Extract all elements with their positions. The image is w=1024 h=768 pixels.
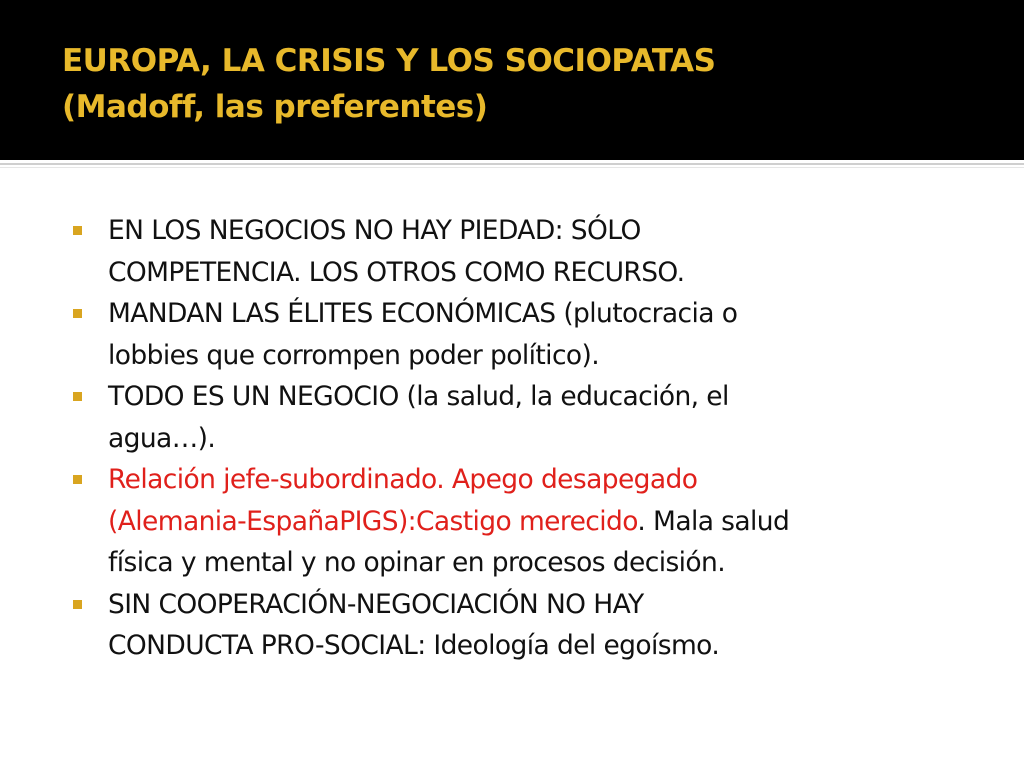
title-divider — [0, 163, 1024, 165]
bullet-text-line: EN LOS NEGOCIOS NO HAY PIEDAD: SÓLO — [108, 215, 641, 246]
slide-title-line: EUROPA, LA CRISIS Y LOS SOCIOPATAS — [62, 43, 716, 79]
square-bullet-icon — [73, 392, 82, 401]
square-bullet-icon — [73, 475, 82, 484]
slide-title — [62, 38, 1002, 130]
bullet-text-line: MANDAN LAS ÉLITES ECONÓMICAS (plutocracia o — [108, 298, 738, 329]
bullet-text-line-mixed — [108, 501, 993, 543]
title-divider-thin — [0, 167, 1024, 168]
square-bullet-icon — [73, 309, 82, 318]
bullet-text-line: agua…). — [108, 422, 216, 454]
square-bullet-icon — [73, 600, 82, 609]
bullet-text-highlight: (Alemania-EspañaPIGS):Castigo merecido — [108, 505, 638, 537]
bullet-item — [73, 210, 993, 293]
bullet-text-line: SIN COOPERACIÓN-NEGOCIACIÓN NO HAY — [108, 588, 644, 620]
bullet-text-line-highlight: Relación jefe-subordinado. Apego desapegado — [108, 464, 698, 495]
bullet-text-line: CONDUCTA PRO-SOCIAL: Ideología del egoísmo. — [108, 630, 720, 661]
bullet-item — [73, 293, 993, 376]
bullet-item — [73, 376, 993, 459]
bullet-list — [73, 210, 993, 667]
slide-title-line: (Madoff, las preferentes) — [62, 89, 488, 125]
bullet-text-line: COMPETENCIA. LOS OTROS COMO RECURSO. — [108, 256, 685, 288]
title-band — [0, 0, 1024, 160]
bullet-text-line: TODO ES UN NEGOCIO (la salud, la educación, el — [108, 381, 729, 412]
square-bullet-icon — [73, 226, 82, 235]
bullet-text-line: física y mental y no opinar en procesos decisión. — [108, 547, 726, 578]
bullet-item — [73, 584, 993, 667]
bullet-text-line: lobbies que corrompen poder político). — [108, 339, 600, 371]
bullet-text-continuation: . Mala salud — [637, 505, 790, 537]
bullet-item — [73, 459, 993, 584]
